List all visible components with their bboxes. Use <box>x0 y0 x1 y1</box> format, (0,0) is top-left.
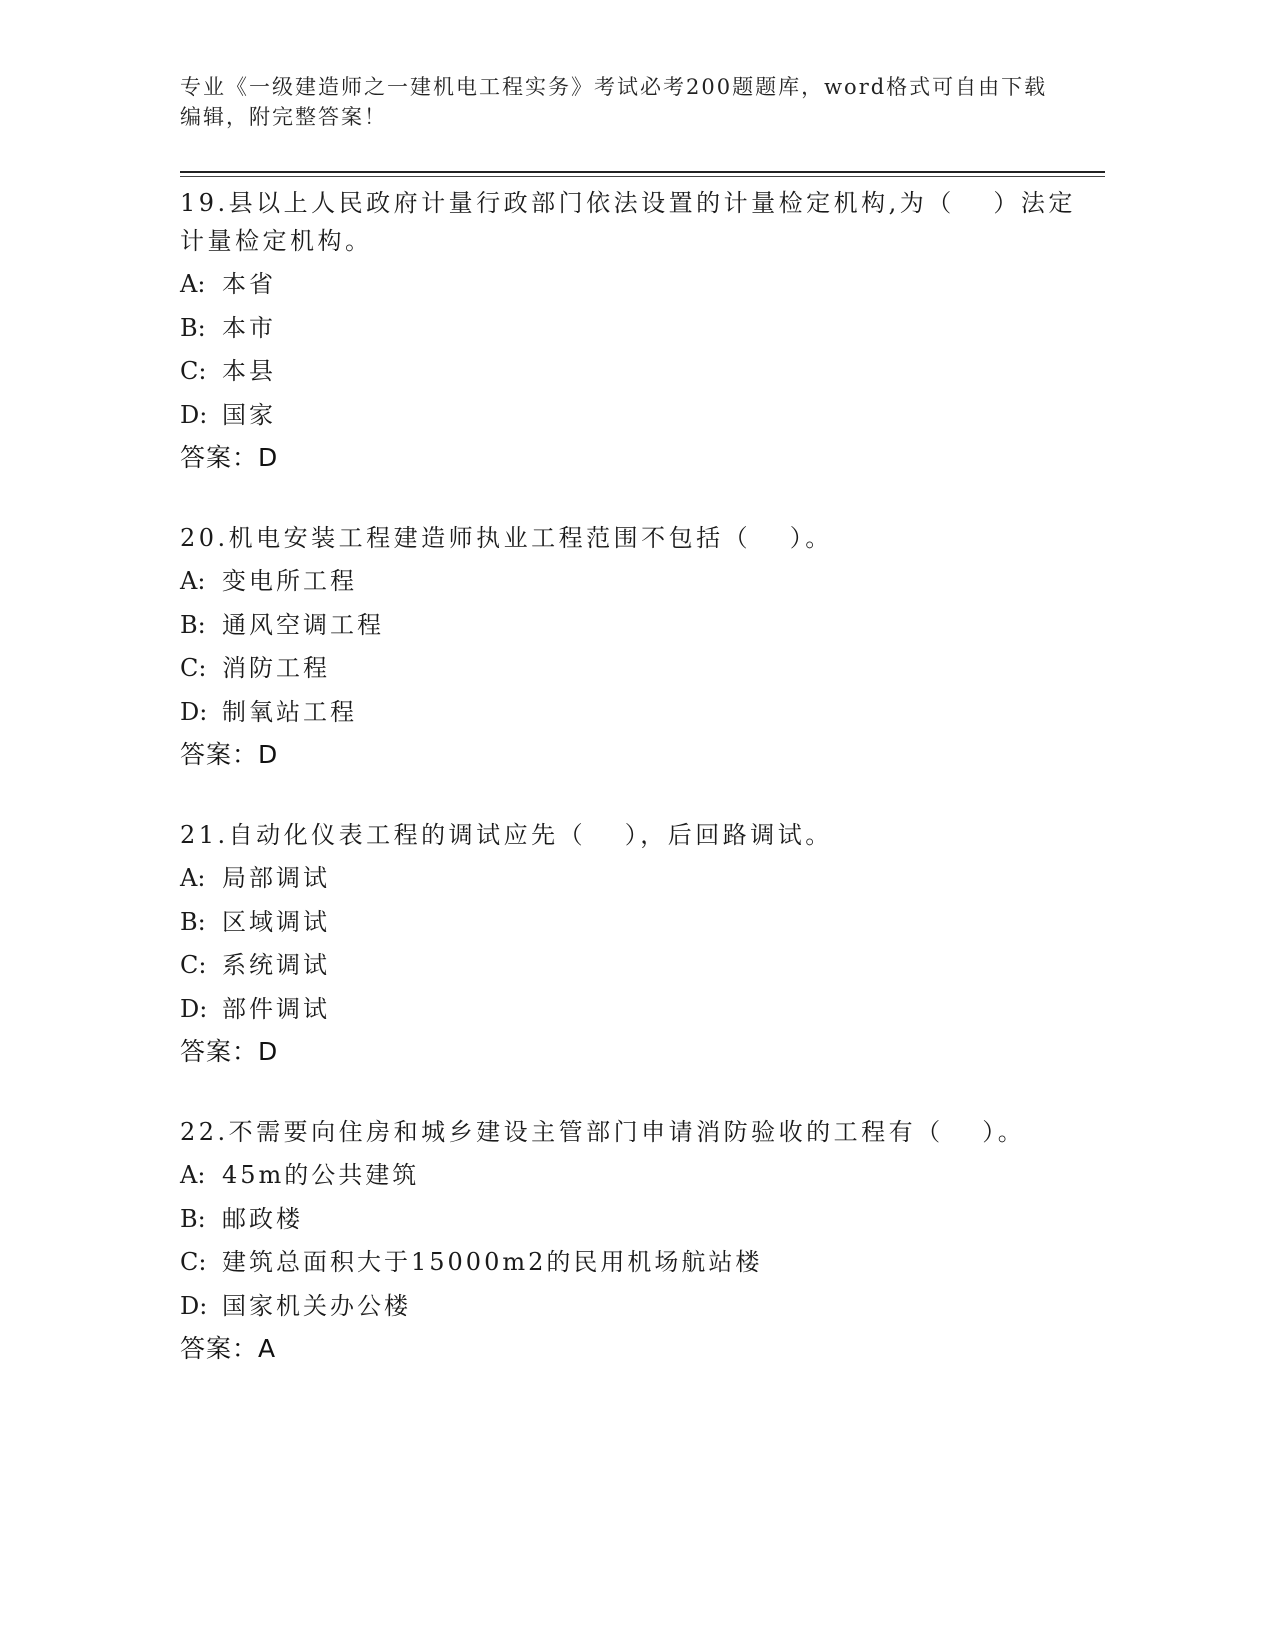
option-key: C: <box>180 357 207 385</box>
option-key: A: <box>180 864 206 892</box>
option-key: C: <box>180 1248 207 1276</box>
option-d <box>180 693 1080 731</box>
option-text: 本市 <box>222 313 276 342</box>
question-19 <box>180 184 1080 477</box>
option-key: D: <box>180 697 208 726</box>
option-key: A: <box>180 567 206 595</box>
option-key: D: <box>180 400 208 429</box>
option-d <box>180 990 1080 1028</box>
option-key: D: <box>180 994 208 1023</box>
option-text: 系统调试 <box>222 951 330 979</box>
option-text: 邮政楼 <box>222 1204 303 1233</box>
option-key: B: <box>180 1204 206 1233</box>
option-text: 45m的公共建筑 <box>222 1161 420 1189</box>
option-text: 区域调试 <box>222 907 330 936</box>
option-b <box>180 309 1080 347</box>
document-header: 专业《一级建造师之一建机电工程实务》考试必考200题题库，word格式可自由下载编辑，附完整答案！ <box>180 75 1048 129</box>
answer-label: 答案：D <box>180 740 279 769</box>
header-divider-thick <box>180 171 1105 173</box>
option-a <box>180 562 1080 600</box>
question-list <box>180 184 1080 1410</box>
option-b <box>180 606 1080 644</box>
answer-label: 答案：D <box>180 1037 279 1066</box>
option-b <box>180 1200 1080 1238</box>
option-a <box>180 859 1080 897</box>
option-text: 部件调试 <box>222 994 330 1023</box>
answer-label: 答案：A <box>180 1334 277 1363</box>
option-key: A: <box>180 270 206 298</box>
question-22 <box>180 1113 1080 1368</box>
answer-label: 答案：D <box>180 443 279 472</box>
option-text: 建筑总面积大于15000m2的民用机场航站楼 <box>222 1248 763 1276</box>
option-c <box>180 649 1080 687</box>
option-c <box>180 946 1080 984</box>
question-stem: 19.县以上人民政府计量行政部门依法设置的计量检定机构,为（ ）法定计量检定机构。 <box>180 189 1076 255</box>
option-key: C: <box>180 654 207 682</box>
option-text: 本省 <box>222 270 276 298</box>
option-text: 本县 <box>222 357 276 385</box>
option-c <box>180 1243 1080 1281</box>
option-d <box>180 1287 1080 1325</box>
option-text: 通风空调工程 <box>222 610 384 639</box>
header-divider-thin <box>180 176 1105 177</box>
option-key: B: <box>180 610 206 639</box>
option-a <box>180 1156 1080 1194</box>
option-d <box>180 396 1080 434</box>
option-a <box>180 265 1080 303</box>
question-stem: 21.自动化仪表工程的调试应先（ ），后回路调试。 <box>180 821 833 849</box>
option-text: 国家 <box>222 400 276 429</box>
option-c <box>180 352 1080 390</box>
question-stem: 20.机电安装工程建造师执业工程范围不包括（ ）。 <box>180 524 833 552</box>
question-20 <box>180 519 1080 774</box>
option-text: 制氧站工程 <box>222 697 357 726</box>
option-key: C: <box>180 951 207 979</box>
option-text: 国家机关办公楼 <box>222 1291 411 1320</box>
question-stem: 22.不需要向住房和城乡建设主管部门申请消防验收的工程有（ ）。 <box>180 1118 1026 1146</box>
option-b <box>180 903 1080 941</box>
option-key: D: <box>180 1291 208 1320</box>
option-key: B: <box>180 907 206 936</box>
question-21 <box>180 816 1080 1071</box>
option-text: 变电所工程 <box>222 567 357 595</box>
option-text: 消防工程 <box>222 654 330 682</box>
option-key: A: <box>180 1161 206 1189</box>
option-text: 局部调试 <box>222 864 330 892</box>
option-key: B: <box>180 313 206 342</box>
